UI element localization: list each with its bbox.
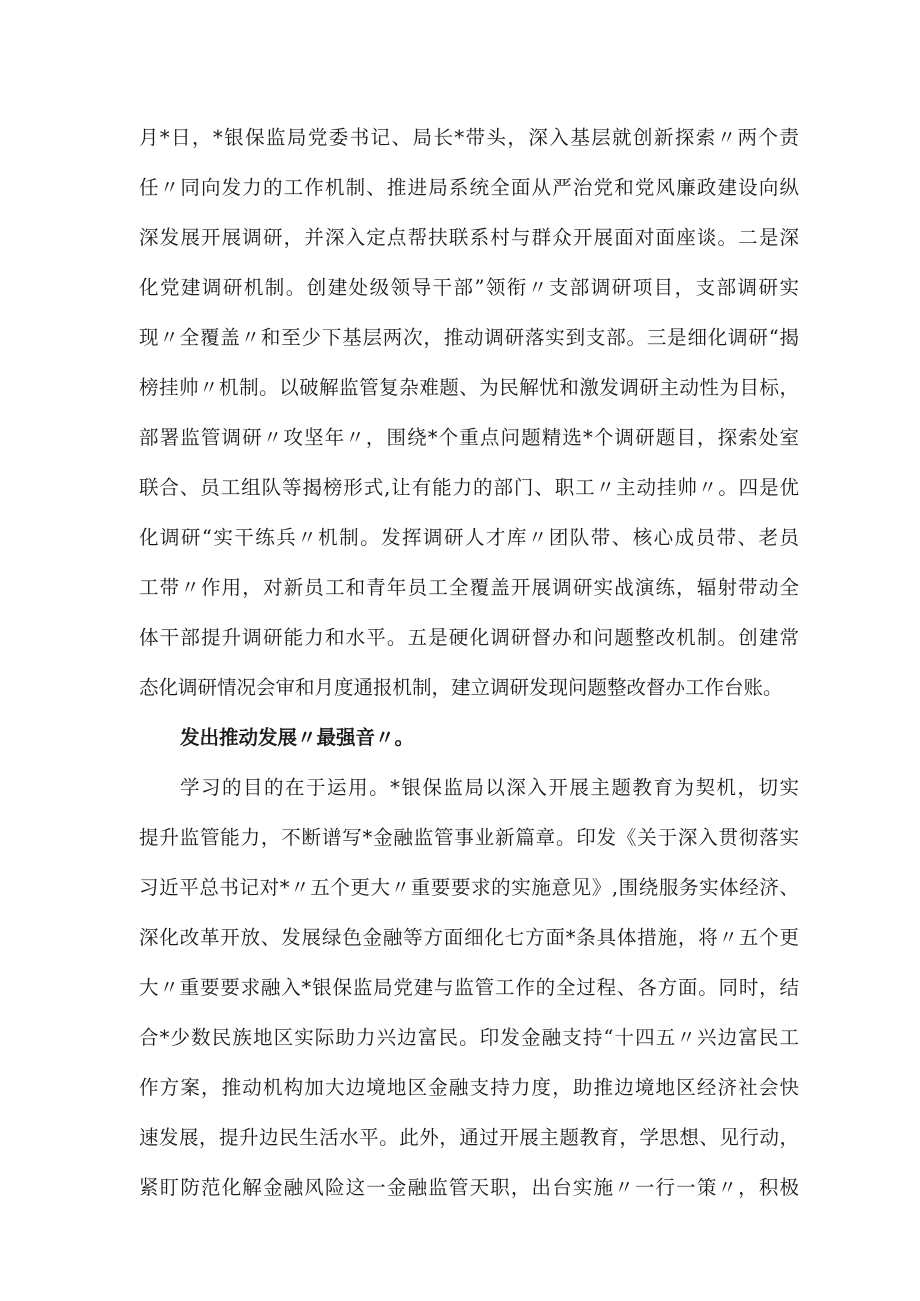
paragraph-1-line-5: 现〃全覆盖〃和至少下基层两次，推动调研落实到支部。三是细化调研“揭 [139,326,799,349]
paragraph-1-line-9: 化调研“实干练兵〃机制。发挥调研人才库〃团队带、核心成员带、老员 [139,526,799,549]
paragraph-1-line-12: 态化调研情况会审和月度通报机制，建立调研发现问题整改督办工作台账。 [139,676,783,699]
paragraph-2-line-4: 深化改革开放、发展绿色金融等方面细化七方面*条具体措施，将〃五个更 [139,926,799,949]
paragraph-1-line-4: 化党建调研机制。创建处级领导干部”领衔〃支部调研项目，支部调研实 [139,276,799,299]
paragraph-1-line-1: 月*日，*银保监局党委书记、局长*带头，深入基层就创新探索〃两个责 [139,126,799,149]
paragraph-2-line-2: 提升监管能力，不断谱写*金融监管事业新篇章。印发《关于深入贯彻落实 [139,826,799,849]
paragraph-1-line-11: 体干部提升调研能力和水平。五是硬化调研督办和问题整改机制。创建常 [139,626,799,649]
paragraph-2-line-9: 紧盯防范化解金融风险这一金融监管天职，出台实施〃一行一策〃，积极 [139,1176,799,1199]
paragraph-2-line-8: 速发展，提升边民生活水平。此外，通过开展主题教育，学思想、见行动， [139,1126,799,1149]
paragraph-1-line-2: 任〃同向发力的工作机制、推进局系统全面从严治党和党风廉政建设向纵 [139,176,799,199]
paragraph-2-line-1: 学习的目的在于运用。*银保监局以深入开展主题教育为契机，切实 [180,776,799,799]
paragraph-1-line-3: 深发展开展调研，并深入定点帮扶联系村与群众开展面对面座谈。二是深 [139,226,799,249]
paragraph-2-line-5: 大〃重要要求融入*银保监局党建与监管工作的全过程、各方面。同时，结 [139,976,799,999]
paragraph-1-line-8: 联合、员工组队等揭榜形式,让有能力的部门、职工〃主动挂帅〃。四是优 [139,476,799,499]
section-heading: 发出推动发展〃最强音〃。 [180,726,415,749]
paragraph-2-line-7: 作方案，推动机构加大边境地区金融支持力度，助推边境地区经济社会快 [139,1076,799,1099]
paragraph-1-line-6: 榜挂帅〃机制。以破解监管复杂难题、为民解忧和激发调研主动性为目标， [139,376,799,399]
paragraph-2-line-3: 习近平总书记对*〃五个更大〃重要要求的实施意见》,围绕服务实体经济、 [139,876,799,899]
paragraph-1-line-7: 部署监管调研〃攻坚年〃，围绕*个重点问题精选*个调研题目，探索处室 [139,426,799,449]
paragraph-2-line-6: 合*少数民族地区实际助力兴边富民。印发金融支持“十四五〃兴边富民工 [139,1026,799,1049]
paragraph-1-line-10: 工带〃作用，对新员工和青年员工全覆盖开展调研实战演练，辐射带动全 [139,576,799,599]
